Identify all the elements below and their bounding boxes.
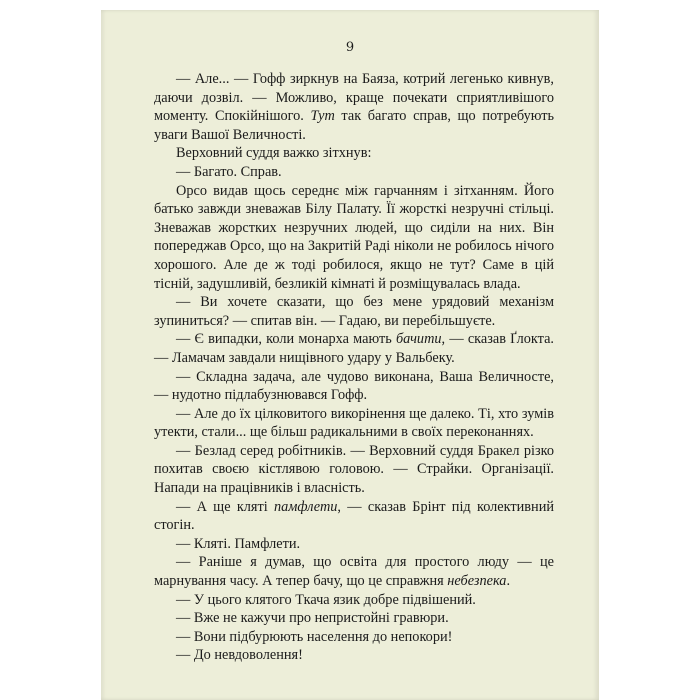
paragraph bbox=[154, 646, 554, 665]
paragraph bbox=[154, 70, 554, 144]
text-run: — Ви хочете сказати, що без мене урядовий механізм зупиниться? — спитав він. — Гадаю, ви перебільшуєте. bbox=[154, 294, 554, 329]
text-run: — Але... — Гофф зиркнув на Баяза, котрий легенько кивнув, даючи дозвіл. — Можливо, краще почекати сприятливішого моменту. Спокійнішого. bbox=[154, 71, 554, 125]
paragraph bbox=[154, 553, 554, 590]
paragraph bbox=[154, 163, 554, 182]
text-run: — Вже не кажучи про непристойні гравюри. bbox=[176, 610, 449, 627]
page-number: 9 bbox=[345, 40, 355, 55]
book-page bbox=[101, 10, 599, 700]
page-text bbox=[154, 70, 554, 665]
text-run: , — сказав Брінт під колективний стогін. bbox=[154, 498, 554, 534]
paragraph bbox=[154, 628, 554, 647]
text-run: так багато справ, що потребують уваги Вашої Величності. bbox=[154, 108, 554, 143]
text-run: — Кляті. Памфлети. bbox=[176, 535, 301, 552]
emphasis-text: Тут bbox=[310, 108, 335, 125]
paragraph bbox=[154, 144, 554, 163]
text-run: — Але до їх цілковитого викорінення ще далеко. Ті, хто зумів утекти, стали... ще більш радикальними в своїх переконаннях. bbox=[154, 405, 554, 441]
text-run: — Багато. Справ. bbox=[176, 163, 282, 180]
paragraph bbox=[154, 405, 554, 442]
paragraph bbox=[154, 535, 554, 554]
text-run: , — сказав Ґлокта. — Ламачам завдали нищівного удару у Вальбеку. bbox=[154, 331, 554, 366]
paragraph bbox=[154, 330, 554, 367]
paragraph bbox=[154, 442, 554, 498]
text-run: . bbox=[506, 573, 511, 590]
text-run: — Безлад серед робітників. — Верховний суддя Бракел різко похитав своєю кістлявою головою. — Страйки. Організації. Напади на працівників і власність. bbox=[154, 442, 554, 497]
paragraph bbox=[154, 293, 554, 330]
text-run: — Є випадки, коли монарха мають bbox=[176, 331, 396, 348]
text-run: — Складна задача, але чудово виконана, Ваша Величносте, — нудотно підлабузнювався Гофф. bbox=[154, 368, 554, 404]
paragraph bbox=[154, 609, 554, 628]
paragraph bbox=[154, 498, 554, 535]
paragraph bbox=[154, 368, 554, 405]
emphasis-text: небезпека bbox=[447, 573, 507, 590]
paragraph bbox=[154, 591, 554, 610]
text-run: — У цього клятого Ткача язик добре підвішений. bbox=[176, 591, 476, 608]
emphasis-text: памфлети bbox=[273, 498, 338, 515]
text-run: — Вони підбурюють населення до непокори! bbox=[176, 628, 453, 645]
emphasis-text: бачити bbox=[395, 331, 442, 348]
paragraph bbox=[154, 182, 554, 294]
text-run: — До невдоволення! bbox=[176, 647, 303, 664]
text-run: Верховний суддя важко зітхнув: bbox=[176, 145, 372, 162]
text-run: Орсо видав щось середнє між гарчанням і зітханням. Його батько завжди зневажав Білу Палату. Її жорсткі незручні стільці. Зневажав жорстких незручних людей, що сиділи на них. Він попереджав Орсо, що на Закритій Раді ніколи не робилось нічого хорошого. Але де ж тоді робилося, якщо не тут? Саме в цій тісній, задушливій, безликій кімнаті й розміщувалась влада. bbox=[154, 182, 554, 292]
text-run: — А ще кляті bbox=[176, 498, 274, 515]
text-run: — Раніше я думав, що освіта для простого люду — це марнування часу. А тепер бачу, що це справжня bbox=[154, 554, 554, 590]
